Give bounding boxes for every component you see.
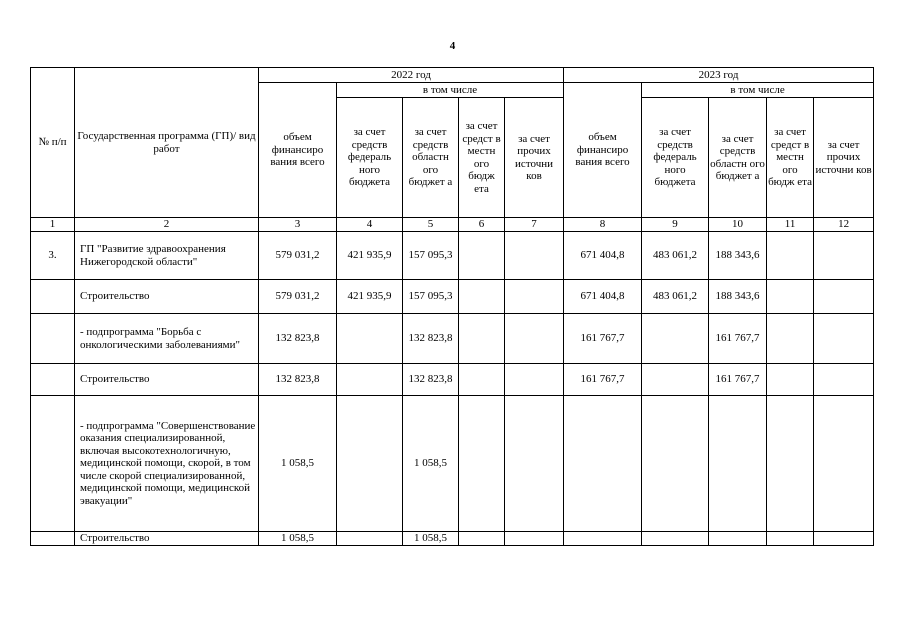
row-value: 579 031,2 bbox=[259, 280, 337, 314]
row-value bbox=[505, 280, 564, 314]
row-value bbox=[505, 314, 564, 364]
col-number: 6 bbox=[459, 218, 505, 232]
row-value bbox=[767, 364, 814, 396]
row-name: - подпрограмма "Борьба с онкологическими заболеваниями" bbox=[75, 314, 259, 364]
row-value bbox=[459, 280, 505, 314]
row-name: Строительство bbox=[75, 280, 259, 314]
row-value bbox=[459, 364, 505, 396]
row-value bbox=[642, 314, 709, 364]
col-number: 5 bbox=[403, 218, 459, 232]
table-row bbox=[31, 232, 874, 280]
row-number bbox=[31, 314, 75, 364]
col-number: 1 bbox=[31, 218, 75, 232]
row-value bbox=[505, 364, 564, 396]
header-other-2022: за счет прочих источни ков bbox=[505, 98, 564, 218]
col-number: 7 bbox=[505, 218, 564, 232]
row-value bbox=[709, 396, 767, 532]
row-value: 161 767,7 bbox=[709, 364, 767, 396]
header-year-2022: 2022 год bbox=[259, 68, 564, 83]
col-number: 11 bbox=[767, 218, 814, 232]
table-row bbox=[31, 364, 874, 396]
row-value bbox=[337, 532, 403, 546]
row-value bbox=[767, 232, 814, 280]
table-row bbox=[31, 396, 874, 532]
row-number: 3. bbox=[31, 232, 75, 280]
row-name: Строительство bbox=[75, 364, 259, 396]
row-number bbox=[31, 532, 75, 546]
row-value bbox=[505, 232, 564, 280]
row-value: 188 343,6 bbox=[709, 280, 767, 314]
row-value: 132 823,8 bbox=[259, 364, 337, 396]
row-value bbox=[642, 364, 709, 396]
row-number bbox=[31, 364, 75, 396]
row-value bbox=[709, 532, 767, 546]
row-value: 421 935,9 bbox=[337, 232, 403, 280]
row-value bbox=[564, 396, 642, 532]
row-value: 1 058,5 bbox=[259, 396, 337, 532]
col-number: 10 bbox=[709, 218, 767, 232]
row-value bbox=[459, 314, 505, 364]
col-number: 2 bbox=[75, 218, 259, 232]
financing-table bbox=[30, 67, 874, 546]
row-value bbox=[642, 396, 709, 532]
row-value bbox=[814, 396, 874, 532]
row-name: ГП "Развитие здравоохранения Нижегородской области" bbox=[75, 232, 259, 280]
col-number: 4 bbox=[337, 218, 403, 232]
row-number bbox=[31, 280, 75, 314]
row-value bbox=[337, 314, 403, 364]
row-name: Строительство bbox=[75, 532, 259, 546]
row-value: 1 058,5 bbox=[259, 532, 337, 546]
row-value bbox=[337, 396, 403, 532]
row-value bbox=[505, 532, 564, 546]
row-value bbox=[814, 364, 874, 396]
row-value bbox=[814, 232, 874, 280]
row-value: 483 061,2 bbox=[642, 232, 709, 280]
row-value: 671 404,8 bbox=[564, 280, 642, 314]
row-value bbox=[642, 532, 709, 546]
row-value bbox=[459, 396, 505, 532]
header-federal-2022: за счет средств федераль ного бюджета bbox=[337, 98, 403, 218]
row-value bbox=[459, 532, 505, 546]
row-value: 483 061,2 bbox=[642, 280, 709, 314]
col-number: 9 bbox=[642, 218, 709, 232]
row-value bbox=[814, 532, 874, 546]
row-value bbox=[767, 532, 814, 546]
header-incl-2022: в том числе bbox=[337, 83, 564, 98]
row-value: 157 095,3 bbox=[403, 232, 459, 280]
row-value: 157 095,3 bbox=[403, 280, 459, 314]
page-number: 4 bbox=[449, 40, 456, 52]
row-number bbox=[31, 396, 75, 532]
row-value: 421 935,9 bbox=[337, 280, 403, 314]
row-value: 161 767,7 bbox=[564, 314, 642, 364]
header-regional-2023: за счет средств областн ого бюджет а bbox=[709, 98, 767, 218]
row-value: 1 058,5 bbox=[403, 396, 459, 532]
row-value bbox=[767, 314, 814, 364]
header-other-2023: за счет прочих источни ков bbox=[814, 98, 874, 218]
row-value: 132 823,8 bbox=[403, 364, 459, 396]
header-program: Государственная программа (ГП)/ вид работ bbox=[75, 68, 259, 218]
row-value bbox=[505, 396, 564, 532]
header-total-2022: объем финансиро вания всего bbox=[259, 83, 337, 218]
col-number: 8 bbox=[564, 218, 642, 232]
row-value: 161 767,7 bbox=[709, 314, 767, 364]
header-local-2022: за счет средст в местн ого бюдж ета bbox=[459, 98, 505, 218]
row-name: - подпрограмма "Совершенствование оказания специализированной, включая высокотехнологичную, медицинской помощи, скорой, в том числе скорой специализированной, медицинской помощи, медицинской эвакуации" bbox=[75, 396, 259, 532]
header-federal-2023: за счет средств федераль ного бюджета bbox=[642, 98, 709, 218]
row-value bbox=[814, 280, 874, 314]
col-number: 12 bbox=[814, 218, 874, 232]
row-value bbox=[767, 396, 814, 532]
row-value: 132 823,8 bbox=[259, 314, 337, 364]
table-row bbox=[31, 532, 874, 546]
row-value: 188 343,6 bbox=[709, 232, 767, 280]
table-row bbox=[31, 314, 874, 364]
col-number: 3 bbox=[259, 218, 337, 232]
row-value bbox=[564, 532, 642, 546]
header-regional-2022: за счет средств областн ого бюджет а bbox=[403, 98, 459, 218]
row-value: 161 767,7 bbox=[564, 364, 642, 396]
row-value: 579 031,2 bbox=[259, 232, 337, 280]
row-value bbox=[459, 232, 505, 280]
row-value bbox=[767, 280, 814, 314]
header-local-2023: за счет средст в местн ого бюдж ета bbox=[767, 98, 814, 218]
header-no: № п/п bbox=[31, 68, 75, 218]
header-total-2023: объем финансиро вания всего bbox=[564, 83, 642, 218]
row-value: 1 058,5 bbox=[403, 532, 459, 546]
header-year-2023: 2023 год bbox=[564, 68, 874, 83]
row-value: 671 404,8 bbox=[564, 232, 642, 280]
row-value: 132 823,8 bbox=[403, 314, 459, 364]
row-value bbox=[337, 364, 403, 396]
table-row bbox=[31, 280, 874, 314]
row-value bbox=[814, 314, 874, 364]
header-incl-2023: в том числе bbox=[642, 83, 874, 98]
